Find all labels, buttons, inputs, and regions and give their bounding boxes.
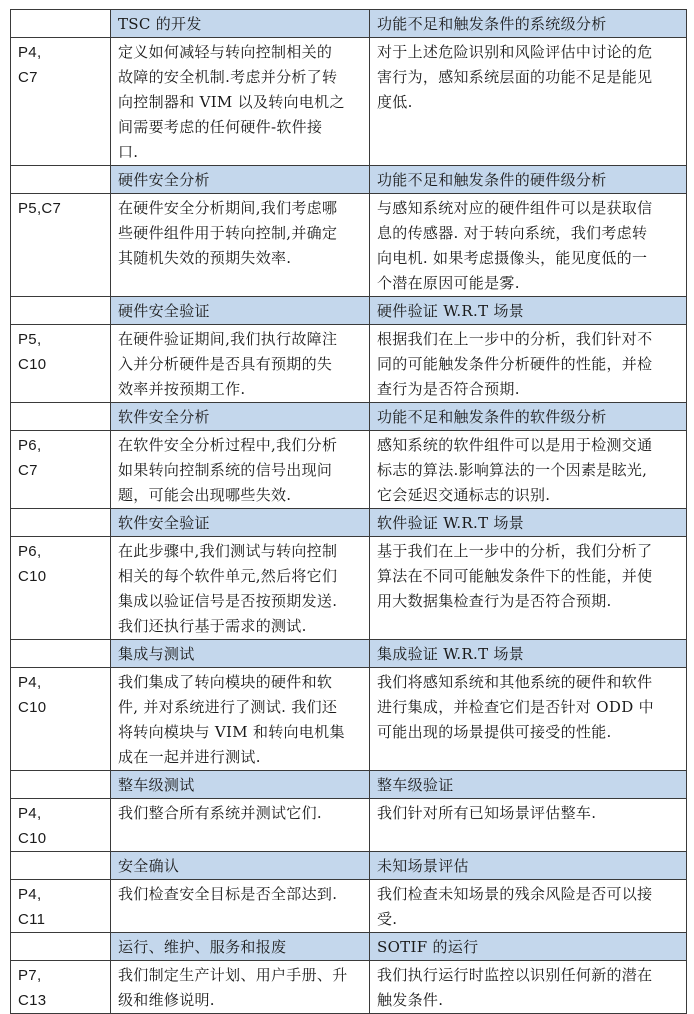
section-body-row	[11, 325, 687, 403]
reference-label: P6,	[18, 437, 42, 454]
empty-ref-cell	[11, 640, 111, 668]
description-line: 我们针对所有已知场景评估整车.	[377, 804, 597, 822]
description-line: 在此步骤中,我们测试与转向控制	[118, 542, 338, 560]
iso-comparison-table	[10, 9, 687, 1014]
empty-ref-cell	[11, 852, 111, 880]
reference-label: C13	[18, 992, 47, 1009]
sotif-phase-header: 软件验证 W.R.T 场景	[370, 509, 687, 537]
description-line: 我们执行运行时监控以识别任何新的潜在	[377, 966, 653, 984]
sotif-description-cell	[370, 38, 687, 166]
description-line: 根据我们在上一步中的分析，我们针对不	[377, 330, 653, 348]
description-line: 级和维修说明.	[118, 991, 215, 1009]
reference-label: P7,	[18, 967, 42, 984]
description-line: 在硬件安全分析期间,我们考虑哪	[118, 199, 338, 217]
description-line: 与感知系统对应的硬件组件可以是获取信	[377, 199, 653, 217]
description-line: 度低.	[377, 93, 413, 111]
reference-label: P5,C7	[18, 200, 62, 217]
description-line: 标志的算法.影响算法的一个因素是眩光,	[377, 461, 648, 479]
sotif-description-cell	[370, 880, 687, 933]
reference-label: C7	[18, 69, 38, 86]
section-header-row	[11, 852, 687, 880]
iso26262-phase-header: TSC 的开发	[111, 10, 370, 38]
iso26262-description-cell	[111, 194, 370, 297]
iso26262-description-cell	[111, 799, 370, 852]
empty-ref-cell	[11, 166, 111, 194]
section-body-row	[11, 799, 687, 852]
description-line: 定义如何减轻与转向控制相关的	[118, 43, 333, 61]
section-header-row	[11, 771, 687, 799]
description-line: 相关的每个软件单元,然后将它们	[118, 567, 338, 585]
description-line: 基于我们在上一步中的分析，我们分析了	[377, 542, 653, 560]
iso26262-phase-header: 整车级测试	[111, 771, 370, 799]
reference-label: C10	[18, 356, 47, 373]
description-line: 对于上述危险识别和风险评估中讨论的危	[377, 43, 653, 61]
empty-ref-cell	[11, 771, 111, 799]
sotif-phase-header: 硬件验证 W.R.T 场景	[370, 297, 687, 325]
reference-cell	[11, 194, 111, 297]
section-body-row	[11, 194, 687, 297]
description-line: 在硬件验证期间,我们执行故障注	[118, 330, 338, 348]
section-body-row	[11, 961, 687, 1014]
description-line: 我们还执行基于需求的测试.	[118, 617, 307, 635]
reference-label: P4,	[18, 886, 42, 903]
sotif-description-cell	[370, 194, 687, 297]
empty-ref-cell	[11, 10, 111, 38]
reference-label: P4,	[18, 674, 42, 691]
reference-label: P5,	[18, 331, 42, 348]
iso26262-description-cell	[111, 880, 370, 933]
description-line: 用大数据集检查行为是否符合预期.	[377, 592, 612, 610]
section-body-row	[11, 431, 687, 509]
sotif-phase-header: 未知场景评估	[370, 852, 687, 880]
sotif-phase-header: 功能不足和触发条件的硬件级分析	[370, 166, 687, 194]
section-header-row	[11, 166, 687, 194]
iso26262-phase-header: 软件安全分析	[111, 403, 370, 431]
section-header-row	[11, 640, 687, 668]
description-line: 进行集成，并检查它们是否针对 ODD 中	[377, 698, 654, 716]
table-body	[11, 10, 687, 1014]
description-line: 在软件安全分析过程中,我们分析	[118, 436, 338, 454]
description-line: 我们制定生产计划、用户手册、升	[118, 966, 348, 984]
reference-cell	[11, 880, 111, 933]
description-line: 其随机失效的预期失效率.	[118, 249, 292, 267]
description-line: 些硬件组件用于转向控制,并确定	[118, 224, 338, 242]
description-line: 它会延迟交通标志的识别.	[377, 486, 551, 504]
description-line: 感知系统的软件组件可以是用于检测交通	[377, 436, 653, 454]
iso26262-phase-header: 集成与测试	[111, 640, 370, 668]
description-line: 我们检查安全目标是否全部达到.	[118, 885, 338, 903]
section-body-row	[11, 880, 687, 933]
reference-label: P4,	[18, 805, 42, 822]
reference-cell	[11, 799, 111, 852]
reference-label: C11	[18, 911, 46, 928]
reference-cell	[11, 961, 111, 1014]
section-body-row	[11, 668, 687, 771]
empty-ref-cell	[11, 297, 111, 325]
description-line: 我们集成了转向模块的硬件和软	[118, 673, 333, 691]
section-header-row	[11, 933, 687, 961]
section-body-row	[11, 537, 687, 640]
description-line: 入并分析硬件是否具有预期的失	[118, 355, 333, 373]
sotif-phase-header: 功能不足和触发条件的系统级分析	[370, 10, 687, 38]
sotif-description-cell	[370, 537, 687, 640]
description-line: 查行为是否符合预期.	[377, 380, 520, 398]
iso26262-phase-header: 软件安全验证	[111, 509, 370, 537]
section-header-row	[11, 10, 687, 38]
description-line: 向控制器和 VIM 以及转向电机之	[118, 93, 345, 111]
description-line: 效率并按预期工作.	[118, 380, 246, 398]
description-line: 害行为，感知系统层面的功能不足是能见	[377, 68, 653, 86]
section-header-row	[11, 403, 687, 431]
empty-ref-cell	[11, 403, 111, 431]
iso26262-description-cell	[111, 325, 370, 403]
reference-label: C7	[18, 462, 38, 479]
reference-label: C10	[18, 830, 47, 847]
iso26262-phase-header: 硬件安全分析	[111, 166, 370, 194]
description-line: 故障的安全机制.考虑并分析了转	[118, 68, 338, 86]
reference-label: P6,	[18, 543, 42, 560]
description-line: 集成以验证信号是否按预期发送.	[118, 592, 338, 610]
description-line: 算法在不同可能触发条件下的性能，并使	[377, 567, 653, 585]
empty-ref-cell	[11, 509, 111, 537]
description-line: 如果转向控制系统的信号出现问	[118, 461, 333, 479]
reference-label: C10	[18, 699, 47, 716]
description-line: 触发条件.	[377, 991, 444, 1009]
iso26262-description-cell	[111, 961, 370, 1014]
iso26262-phase-header: 安全确认	[111, 852, 370, 880]
reference-cell	[11, 38, 111, 166]
sotif-description-cell	[370, 325, 687, 403]
sotif-description-cell	[370, 668, 687, 771]
description-line: 我们整合所有系统并测试它们.	[118, 804, 322, 822]
description-line: 息的传感器. 对于转向系统，我们考虑转	[377, 224, 648, 242]
description-line: 受.	[377, 910, 398, 928]
iso26262-description-cell	[111, 431, 370, 509]
section-body-row	[11, 38, 687, 166]
description-line: 我们检查未知场景的残余风险是否可以接	[377, 885, 653, 903]
reference-label: C10	[18, 568, 47, 585]
iso26262-description-cell	[111, 38, 370, 166]
description-line: 成在一起并进行测试.	[118, 748, 261, 766]
description-line: 口.	[118, 143, 139, 161]
iso26262-description-cell	[111, 537, 370, 640]
reference-cell	[11, 325, 111, 403]
sotif-phase-header: SOTIF 的运行	[370, 933, 687, 961]
section-header-row	[11, 509, 687, 537]
sotif-phase-header: 功能不足和触发条件的软件级分析	[370, 403, 687, 431]
reference-cell	[11, 668, 111, 771]
iso26262-phase-header: 硬件安全验证	[111, 297, 370, 325]
sotif-description-cell	[370, 799, 687, 852]
empty-ref-cell	[11, 933, 111, 961]
description-line: 向电机. 如果考虑摄像头，能见度低的一	[377, 249, 648, 267]
description-line: 同的可能触发条件分析硬件的性能，并检	[377, 355, 653, 373]
reference-cell	[11, 431, 111, 509]
description-line: 题，可能会出现哪些失效.	[118, 486, 292, 504]
reference-cell	[11, 537, 111, 640]
description-line: 个潜在原因可能是雾.	[377, 274, 520, 292]
sotif-phase-header: 集成验证 W.R.T 场景	[370, 640, 687, 668]
description-line: 间需要考虑的任何硬件-软件接	[118, 118, 323, 136]
reference-label: P4,	[18, 44, 42, 61]
description-line: 可能出现的场景提供可接受的性能.	[377, 723, 612, 741]
sotif-description-cell	[370, 431, 687, 509]
description-line: 件, 并对系统进行了测试. 我们还	[118, 698, 338, 716]
iso26262-phase-header: 运行、维护、服务和报废	[111, 933, 370, 961]
sotif-phase-header: 整车级验证	[370, 771, 687, 799]
section-header-row	[11, 297, 687, 325]
description-line: 将转向模块与 VIM 和转向电机集	[118, 723, 345, 741]
iso26262-description-cell	[111, 668, 370, 771]
sotif-description-cell	[370, 961, 687, 1014]
description-line: 我们将感知系统和其他系统的硬件和软件	[377, 673, 653, 691]
